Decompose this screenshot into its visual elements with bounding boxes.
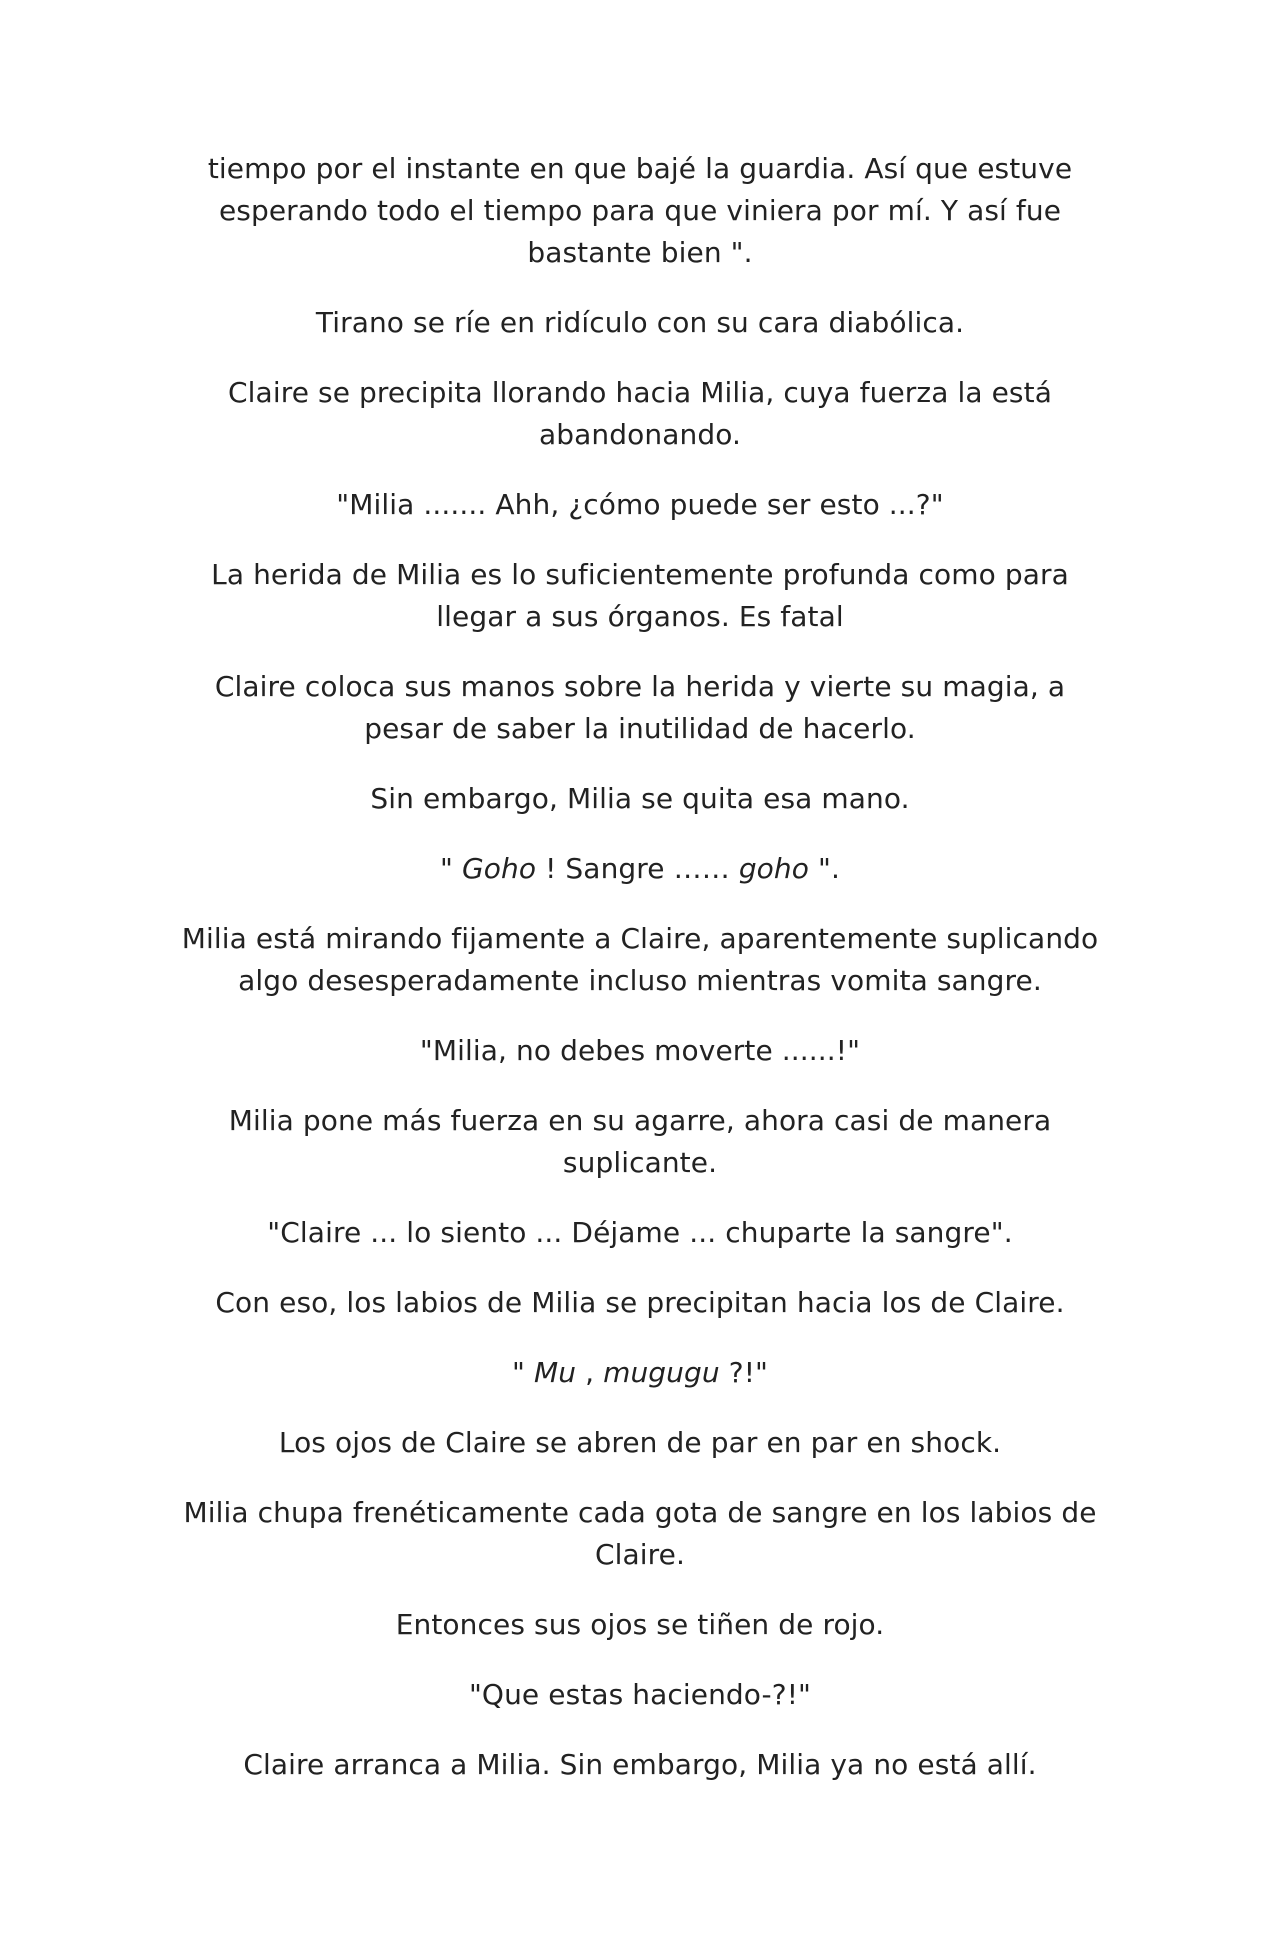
- paragraph: [180, 148, 1100, 274]
- text-run: ": [511, 1356, 534, 1389]
- text-run: Claire arranca a Milia. Sin embargo, Milia ya no está allí.: [243, 1748, 1037, 1781]
- paragraph: [180, 1100, 1100, 1184]
- paragraph: [180, 1744, 1100, 1786]
- paragraph: [180, 1282, 1100, 1324]
- text-run: tiempo por el instante en que bajé la guardia. Así que estuve esperando todo el tiempo para que viniera por mí. Y así fue bastante bien ".: [207, 152, 1073, 269]
- text-run: Claire se precipita llorando hacia Milia, cuya fuerza la está abandonando.: [228, 376, 1052, 451]
- text-run: Milia pone más fuerza en su agarre, ahora casi de manera suplicante.: [228, 1104, 1052, 1179]
- text-run: ".: [809, 852, 840, 885]
- document-page: [180, 148, 1100, 1814]
- paragraph: [180, 372, 1100, 456]
- paragraph: [180, 554, 1100, 638]
- text-run: Los ojos de Claire se abren de par en par en shock.: [278, 1426, 1002, 1459]
- paragraph: [180, 778, 1100, 820]
- text-run: La herida de Milia es lo suficientemente profunda como para llegar a sus órganos. Es fatal: [211, 558, 1069, 633]
- paragraph: [180, 1030, 1100, 1072]
- text-run: Claire coloca sus manos sobre la herida y vierte su magia, a pesar de saber la inutilidad de hacerlo.: [214, 670, 1066, 745]
- text-run: Con eso, los labios de Milia se precipitan hacia los de Claire.: [215, 1286, 1065, 1319]
- text-run: "Milia ....... Ahh, ¿cómo puede ser esto ...?": [336, 488, 944, 521]
- text-run: Milia está mirando fijamente a Claire, aparentemente suplicando algo desesperadamente incluso mientras vomita sangre.: [181, 922, 1099, 997]
- text-run: ,: [576, 1356, 604, 1389]
- text-run: Entonces sus ojos se tiñen de rojo.: [395, 1608, 885, 1641]
- paragraph: [180, 1604, 1100, 1646]
- text-run: ! Sangre ……: [536, 852, 739, 885]
- paragraph: [180, 1422, 1100, 1464]
- italic-text: Goho: [462, 852, 537, 885]
- paragraph: [180, 1352, 1100, 1394]
- paragraph: [180, 666, 1100, 750]
- text-run: "Que estas haciendo-?!": [468, 1678, 812, 1711]
- text-run: Sin embargo, Milia se quita esa mano.: [370, 782, 910, 815]
- italic-text: goho: [738, 852, 809, 885]
- paragraph: [180, 1492, 1100, 1576]
- paragraph: [180, 1674, 1100, 1716]
- text-run: "Claire ... lo siento ... Déjame ... chuparte la sangre".: [267, 1216, 1013, 1249]
- text-run: Milia chupa frenéticamente cada gota de sangre en los labios de Claire.: [183, 1496, 1097, 1571]
- italic-text: mugugu: [603, 1356, 720, 1389]
- paragraph: [180, 302, 1100, 344]
- text-run: Tirano se ríe en ridículo con su cara diabólica.: [315, 306, 965, 339]
- paragraph: [180, 1212, 1100, 1254]
- italic-text: Mu: [533, 1356, 577, 1389]
- paragraph: [180, 918, 1100, 1002]
- paragraph: [180, 484, 1100, 526]
- text-run: ": [440, 852, 462, 885]
- paragraph: [180, 848, 1100, 890]
- text-run: "Milia, no debes moverte ......!": [419, 1034, 861, 1067]
- text-run: ?!": [719, 1356, 769, 1389]
